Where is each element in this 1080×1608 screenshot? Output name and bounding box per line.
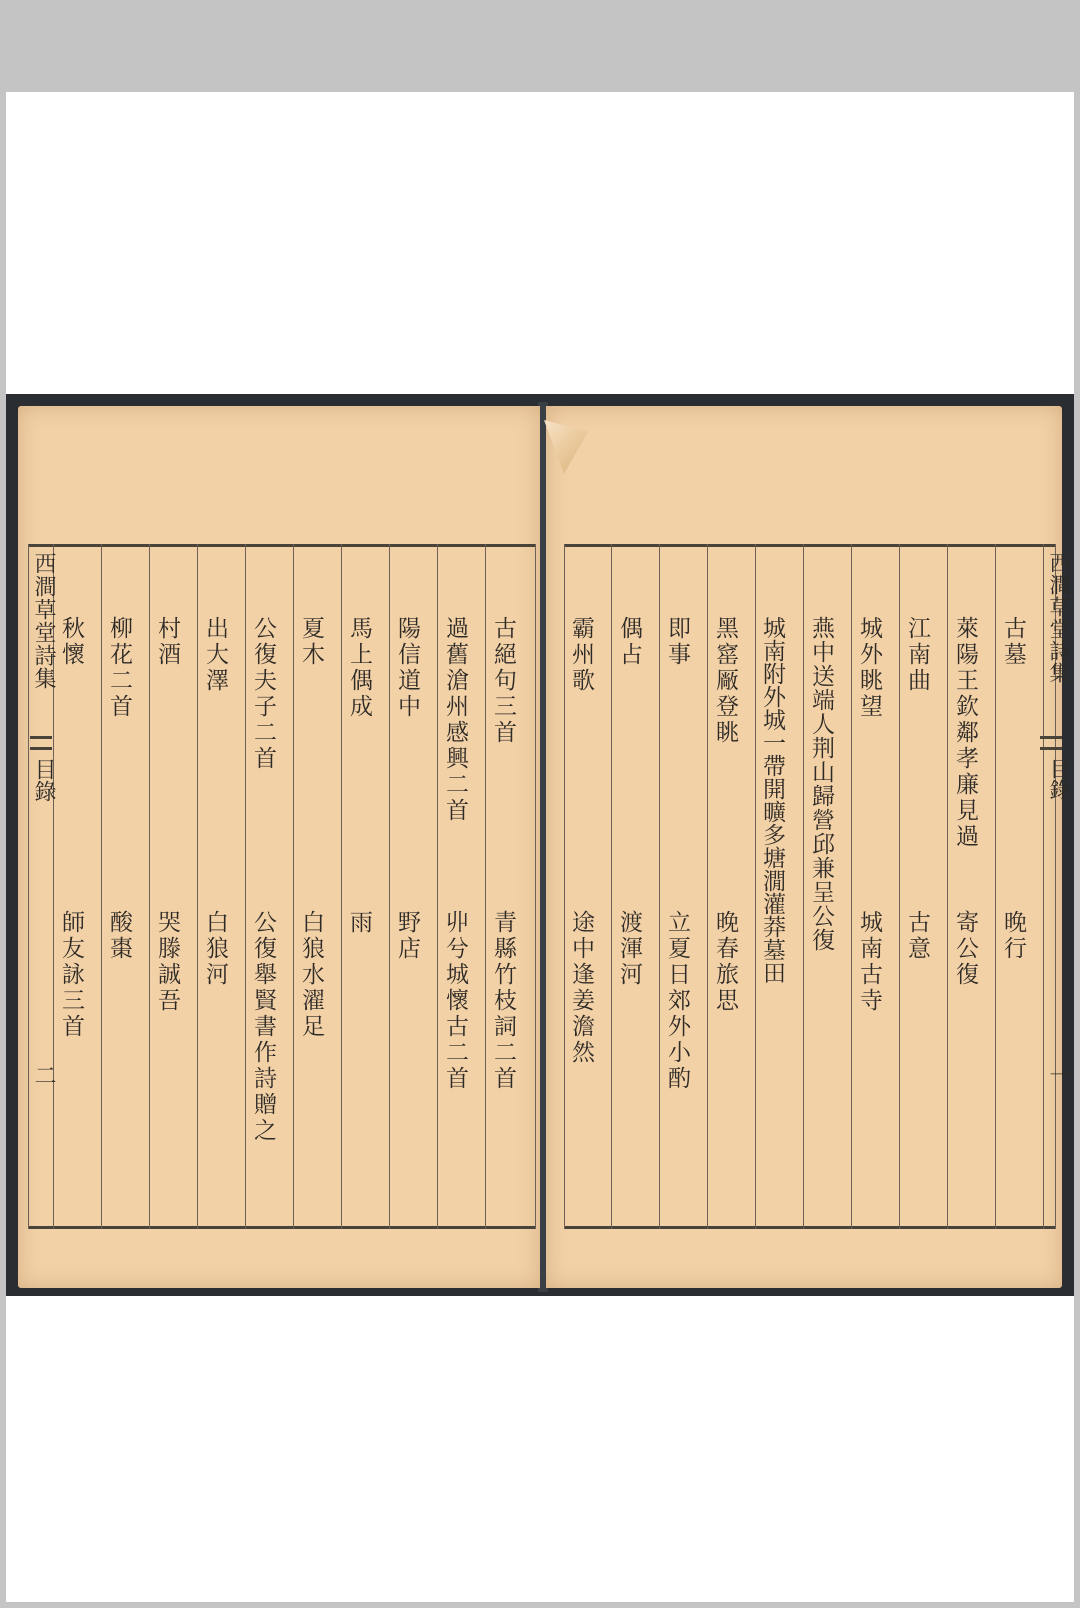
toc-entry: 途中逢姜澹然 (568, 910, 594, 1066)
toc-entry: 江南曲 (904, 616, 930, 694)
column-rule (437, 544, 438, 1229)
toc-entry: 馬上偶成 (346, 616, 372, 720)
toc-entry: 公復舉賢書作詩贈之 (250, 910, 276, 1144)
toc-entry: 師友詠三首 (58, 910, 84, 1040)
folded-page-corner (544, 420, 588, 474)
toc-entry: 古絕句三首 (490, 616, 516, 746)
book-scan (6, 394, 1074, 1296)
toc-entry: 夏木 (298, 616, 324, 668)
viewer-frame (6, 92, 1074, 1602)
toc-entry: 晚春旅思 (712, 910, 738, 1014)
fishtail-mark (1040, 736, 1062, 750)
toc-entry: 青縣竹枝詞二首 (490, 910, 516, 1092)
toc-entry: 丱兮城懷古二首 (442, 910, 468, 1092)
book-title-margin: 西澗草堂詩集 (31, 552, 56, 690)
column-rule (947, 544, 948, 1229)
column-rule (659, 544, 660, 1229)
column-rule (101, 544, 102, 1229)
toc-entry: 城南附外城一帶開曠多塘㵎灌莽墓田 (759, 616, 785, 984)
toc-entry: 黑窰厰登眺 (712, 616, 738, 746)
frame-top-border (564, 544, 1056, 547)
toc-entry: 酸棗 (106, 910, 132, 962)
column-rule (485, 544, 486, 1229)
column-rule (293, 544, 294, 1229)
toc-entry: 秋懷 (58, 616, 84, 668)
book-title-margin: 西澗草堂詩集 (1047, 552, 1071, 684)
column-rule (803, 544, 804, 1229)
column-rule (755, 544, 756, 1229)
column-rule (389, 544, 390, 1229)
toc-entry: 寄公復 (952, 910, 978, 988)
toc-entry: 出大澤 (202, 616, 228, 694)
left-page-text-frame (28, 544, 536, 1229)
toc-entry: 雨 (346, 910, 372, 936)
fishtail-mark (30, 736, 52, 750)
toc-entry: 渡渾河 (616, 910, 642, 988)
toc-entry: 陽信道中 (394, 616, 420, 720)
column-rule (851, 544, 852, 1229)
column-rule (611, 544, 612, 1229)
toc-entry: 白狼河 (202, 910, 228, 988)
column-rule (995, 544, 996, 1229)
page-number: 一 (1047, 1064, 1071, 1085)
toc-entry: 立夏日郊外小酌 (664, 910, 690, 1092)
toc-entry: 城外眺望 (856, 616, 882, 720)
column-rule (899, 544, 900, 1229)
toc-entry: 古墓 (1000, 616, 1026, 668)
right-page (546, 406, 1071, 1288)
toc-entry: 柳花二首 (106, 616, 132, 720)
column-rule (564, 544, 565, 1229)
toc-entry: 野店 (394, 910, 420, 962)
toc-entry: 即事 (664, 616, 690, 668)
toc-entry: 過舊滄州感興二首 (442, 616, 468, 824)
section-label-margin: 目錄 (31, 758, 56, 802)
column-rule (197, 544, 198, 1229)
column-rule (535, 544, 536, 1229)
toc-entry: 哭滕誠吾 (154, 910, 180, 1014)
column-rule (341, 544, 342, 1229)
toc-entry: 燕中送端人荆山歸營邱兼呈公復 (808, 616, 834, 952)
column-rule (707, 544, 708, 1229)
column-rule (245, 544, 246, 1229)
toc-entry: 偶占 (616, 616, 642, 668)
frame-bottom-border (564, 1226, 1056, 1229)
toc-entry: 白狼水濯足 (298, 910, 324, 1040)
left-page (18, 406, 540, 1288)
toc-entry: 古意 (904, 910, 930, 962)
toc-entry: 村酒 (154, 616, 180, 668)
toc-entry: 霸州歌 (568, 616, 594, 694)
column-rule (149, 544, 150, 1229)
frame-top-border (28, 544, 536, 547)
toc-entry: 公復夫子二首 (250, 616, 276, 772)
right-page-text-frame (564, 544, 1071, 1229)
section-label-margin: 目錄 (1047, 758, 1071, 800)
toc-entry: 城南古寺 (856, 910, 882, 1014)
frame-bottom-border (28, 1226, 536, 1229)
toc-entry: 晚行 (1000, 910, 1026, 962)
toc-entry: 萊陽王欽鄰孝廉見過 (952, 616, 978, 850)
page-number: 二 (31, 1064, 56, 1086)
